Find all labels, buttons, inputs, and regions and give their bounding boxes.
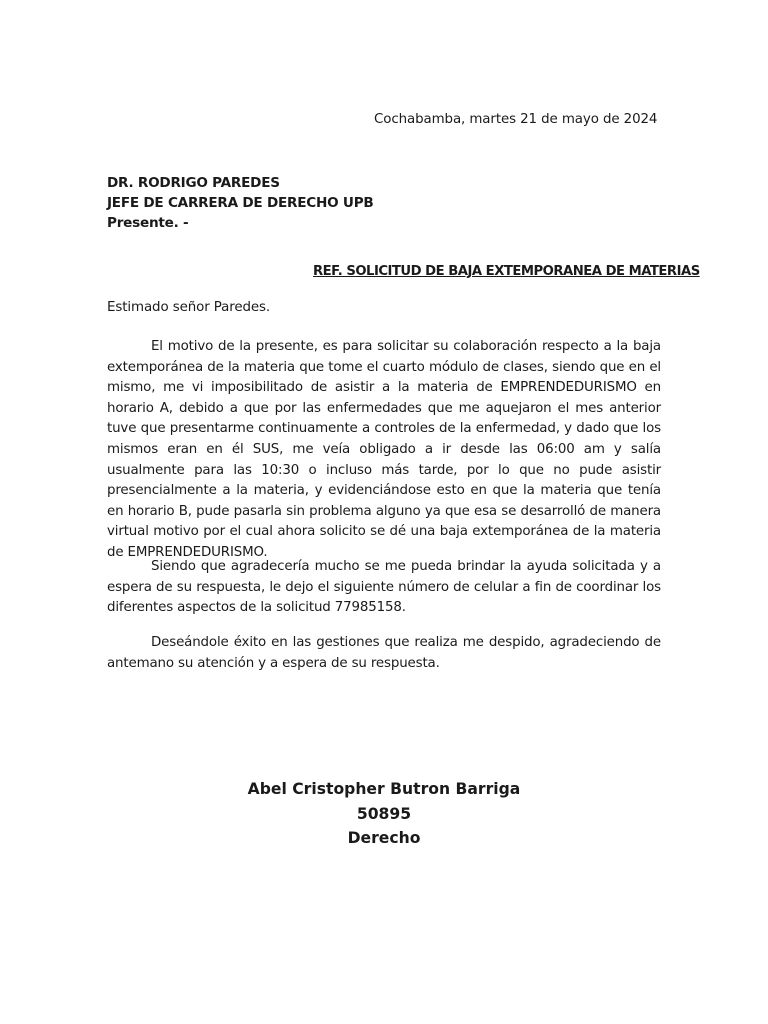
- signature-code: 50895: [356, 804, 412, 823]
- body-paragraph-2: [107, 557, 661, 619]
- addressee-name: DR. RODRIGO PAREDES: [107, 175, 280, 191]
- signature-name: Abel Cristopher Butron Barriga: [247, 780, 521, 798]
- addressee-presente: Presente. -: [107, 215, 189, 231]
- paragraph-text: El motivo de la presente, es para solicitar su colaboración respecto a la baja extemporánea de la materia que tome el cuarto módulo de clases, siendo que en el mismo, me vi imposibilitado de asistir a la materia de EMPRENDEDURISMO en horario A, debido a que por las enfermedades que me aquejaron el mes anterior tuve que presentarme continuamente a controles de la enfermedad, y dado que los mismos eran en él SUS, me veía obligado a ir desde las 06:00 am y salía usualmente para las 10:30 o incluso más tarde, por lo que no pude asistir presencialmente a la materia, y evidenciándose esto en que la materia que tenía en horario B, pude pasarla sin problema alguno ya que esa se desarrolló de manera virtual motivo por el cual ahora solicito se dé una baja extemporánea de la materia de EMPRENDEDURISMO.: [107, 339, 661, 560]
- date-line: Cochabamba, martes 21 de mayo de 2024: [374, 112, 658, 127]
- signature-block: [184, 777, 584, 851]
- paragraph-text: Siendo que agradecería mucho se me pueda brindar la ayuda solicitada y a espera de su respuesta, le dejo el siguiente número de celular a fin de coordinar los diferentes aspectos de la solicitud 77985158.: [107, 559, 661, 616]
- salutation: Estimado señor Paredes.: [107, 300, 271, 315]
- paragraph-text: Deseándole éxito en las gestiones que realiza me despido, agradeciendo de antemano su atención y a espera de su respuesta.: [107, 635, 661, 671]
- addressee-block: [107, 173, 374, 233]
- reference-line: REF. SOLICITUD DE BAJA EXTEMPORANEA DE MATERIAS: [313, 264, 700, 279]
- addressee-title: JEFE DE CARRERA DE DERECHO UPB: [107, 195, 374, 211]
- signature-career: Derecho: [347, 829, 421, 847]
- body-paragraph-1: [107, 337, 661, 564]
- body-paragraph-3: [107, 633, 661, 674]
